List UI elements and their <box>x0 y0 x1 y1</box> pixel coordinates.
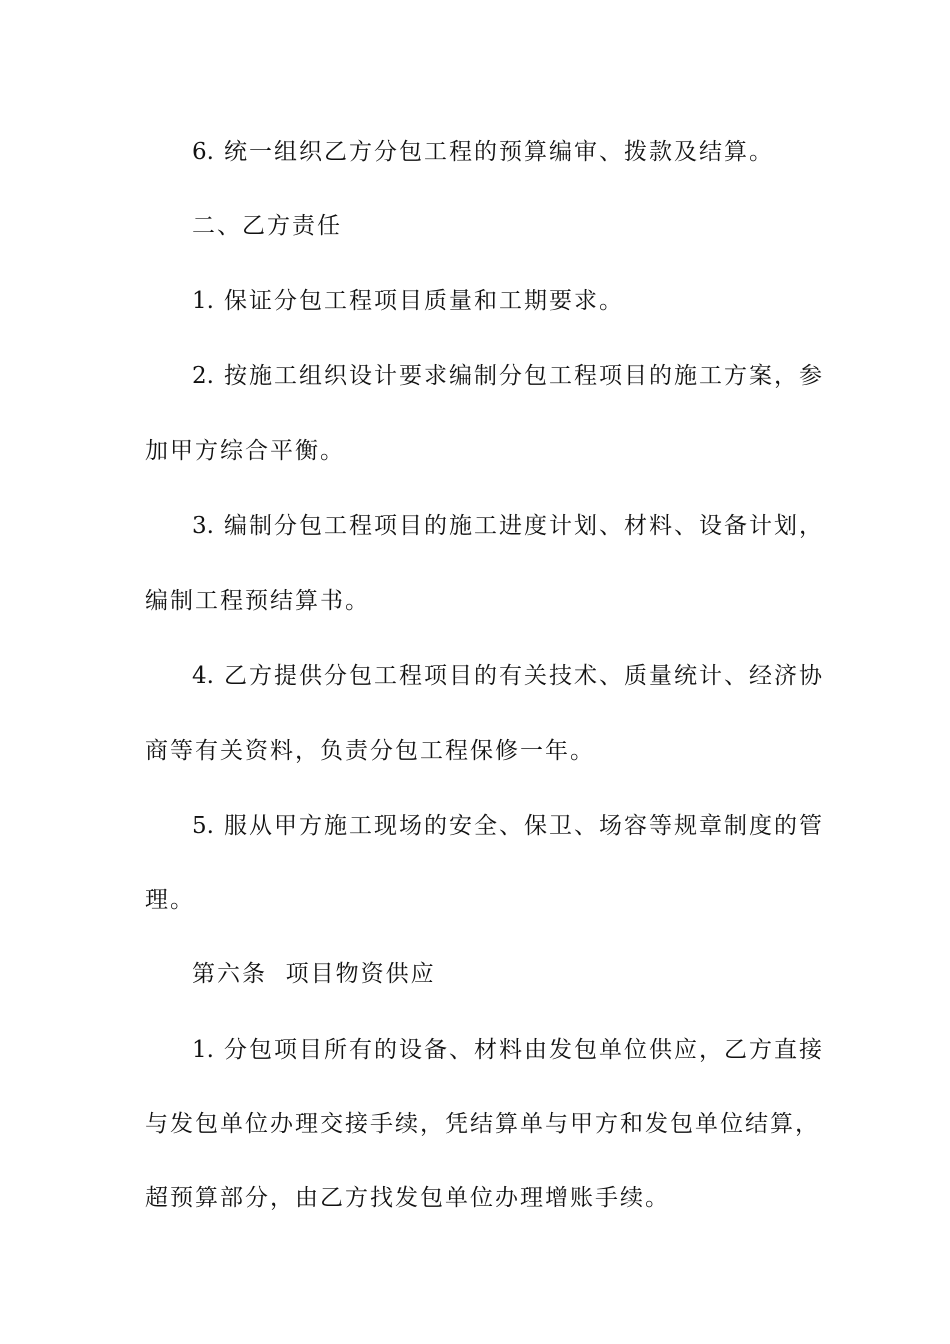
paragraph-line <box>145 1182 825 1214</box>
line-text: 超预算部分，由乙方找发包单位办理增账手续。 <box>145 1185 670 1211</box>
paragraph-line <box>192 285 872 317</box>
article-heading <box>192 958 872 990</box>
line-text: 理。 <box>145 887 195 913</box>
paragraph-line <box>192 136 872 168</box>
item-number: 1. <box>192 288 214 314</box>
item-number: 1. <box>192 1037 214 1063</box>
line-text: 第六条 项目物资供应 <box>192 961 436 987</box>
line-text: 编制分包工程项目的施工进度计划、材料、设备计划， <box>223 513 824 539</box>
section-heading <box>192 210 872 242</box>
line-text: 按施工组织设计要求编制分包工程项目的施工方案，参 <box>223 363 824 389</box>
paragraph-line <box>192 360 872 392</box>
line-text: 二、乙方责任 <box>192 213 342 239</box>
paragraph-line <box>145 585 825 617</box>
line-text: 服从甲方施工现场的安全、保卫、场容等规章制度的管 <box>223 813 824 839</box>
line-text: 乙方提供分包工程项目的有关技术、质量统计、经济协 <box>223 663 824 689</box>
item-number: 3. <box>192 513 214 539</box>
item-number: 2. <box>192 363 214 389</box>
paragraph-line <box>145 735 825 767</box>
paragraph-line <box>145 1108 825 1140</box>
line-text: 加甲方综合平衡。 <box>145 438 345 464</box>
paragraph-line <box>192 510 872 542</box>
line-text: 与发包单位办理交接手续，凭结算单与甲方和发包单位结算， <box>145 1111 820 1137</box>
paragraph-line <box>145 435 825 467</box>
item-number: 5. <box>192 813 214 839</box>
line-text: 统一组织乙方分包工程的预算编审、拨款及结算。 <box>223 139 774 165</box>
line-text: 分包项目所有的设备、材料由发包单位供应，乙方直接 <box>223 1037 824 1063</box>
line-text: 商等有关资料，负责分包工程保修一年。 <box>145 738 595 764</box>
paragraph-line <box>192 1034 872 1066</box>
line-text: 编制工程预结算书。 <box>145 588 370 614</box>
paragraph-line <box>192 660 872 692</box>
item-number: 4. <box>192 663 214 689</box>
line-text: 保证分包工程项目质量和工期要求。 <box>223 288 624 314</box>
paragraph-line <box>145 884 825 916</box>
paragraph-line <box>192 810 872 842</box>
item-number: 6. <box>192 139 214 165</box>
